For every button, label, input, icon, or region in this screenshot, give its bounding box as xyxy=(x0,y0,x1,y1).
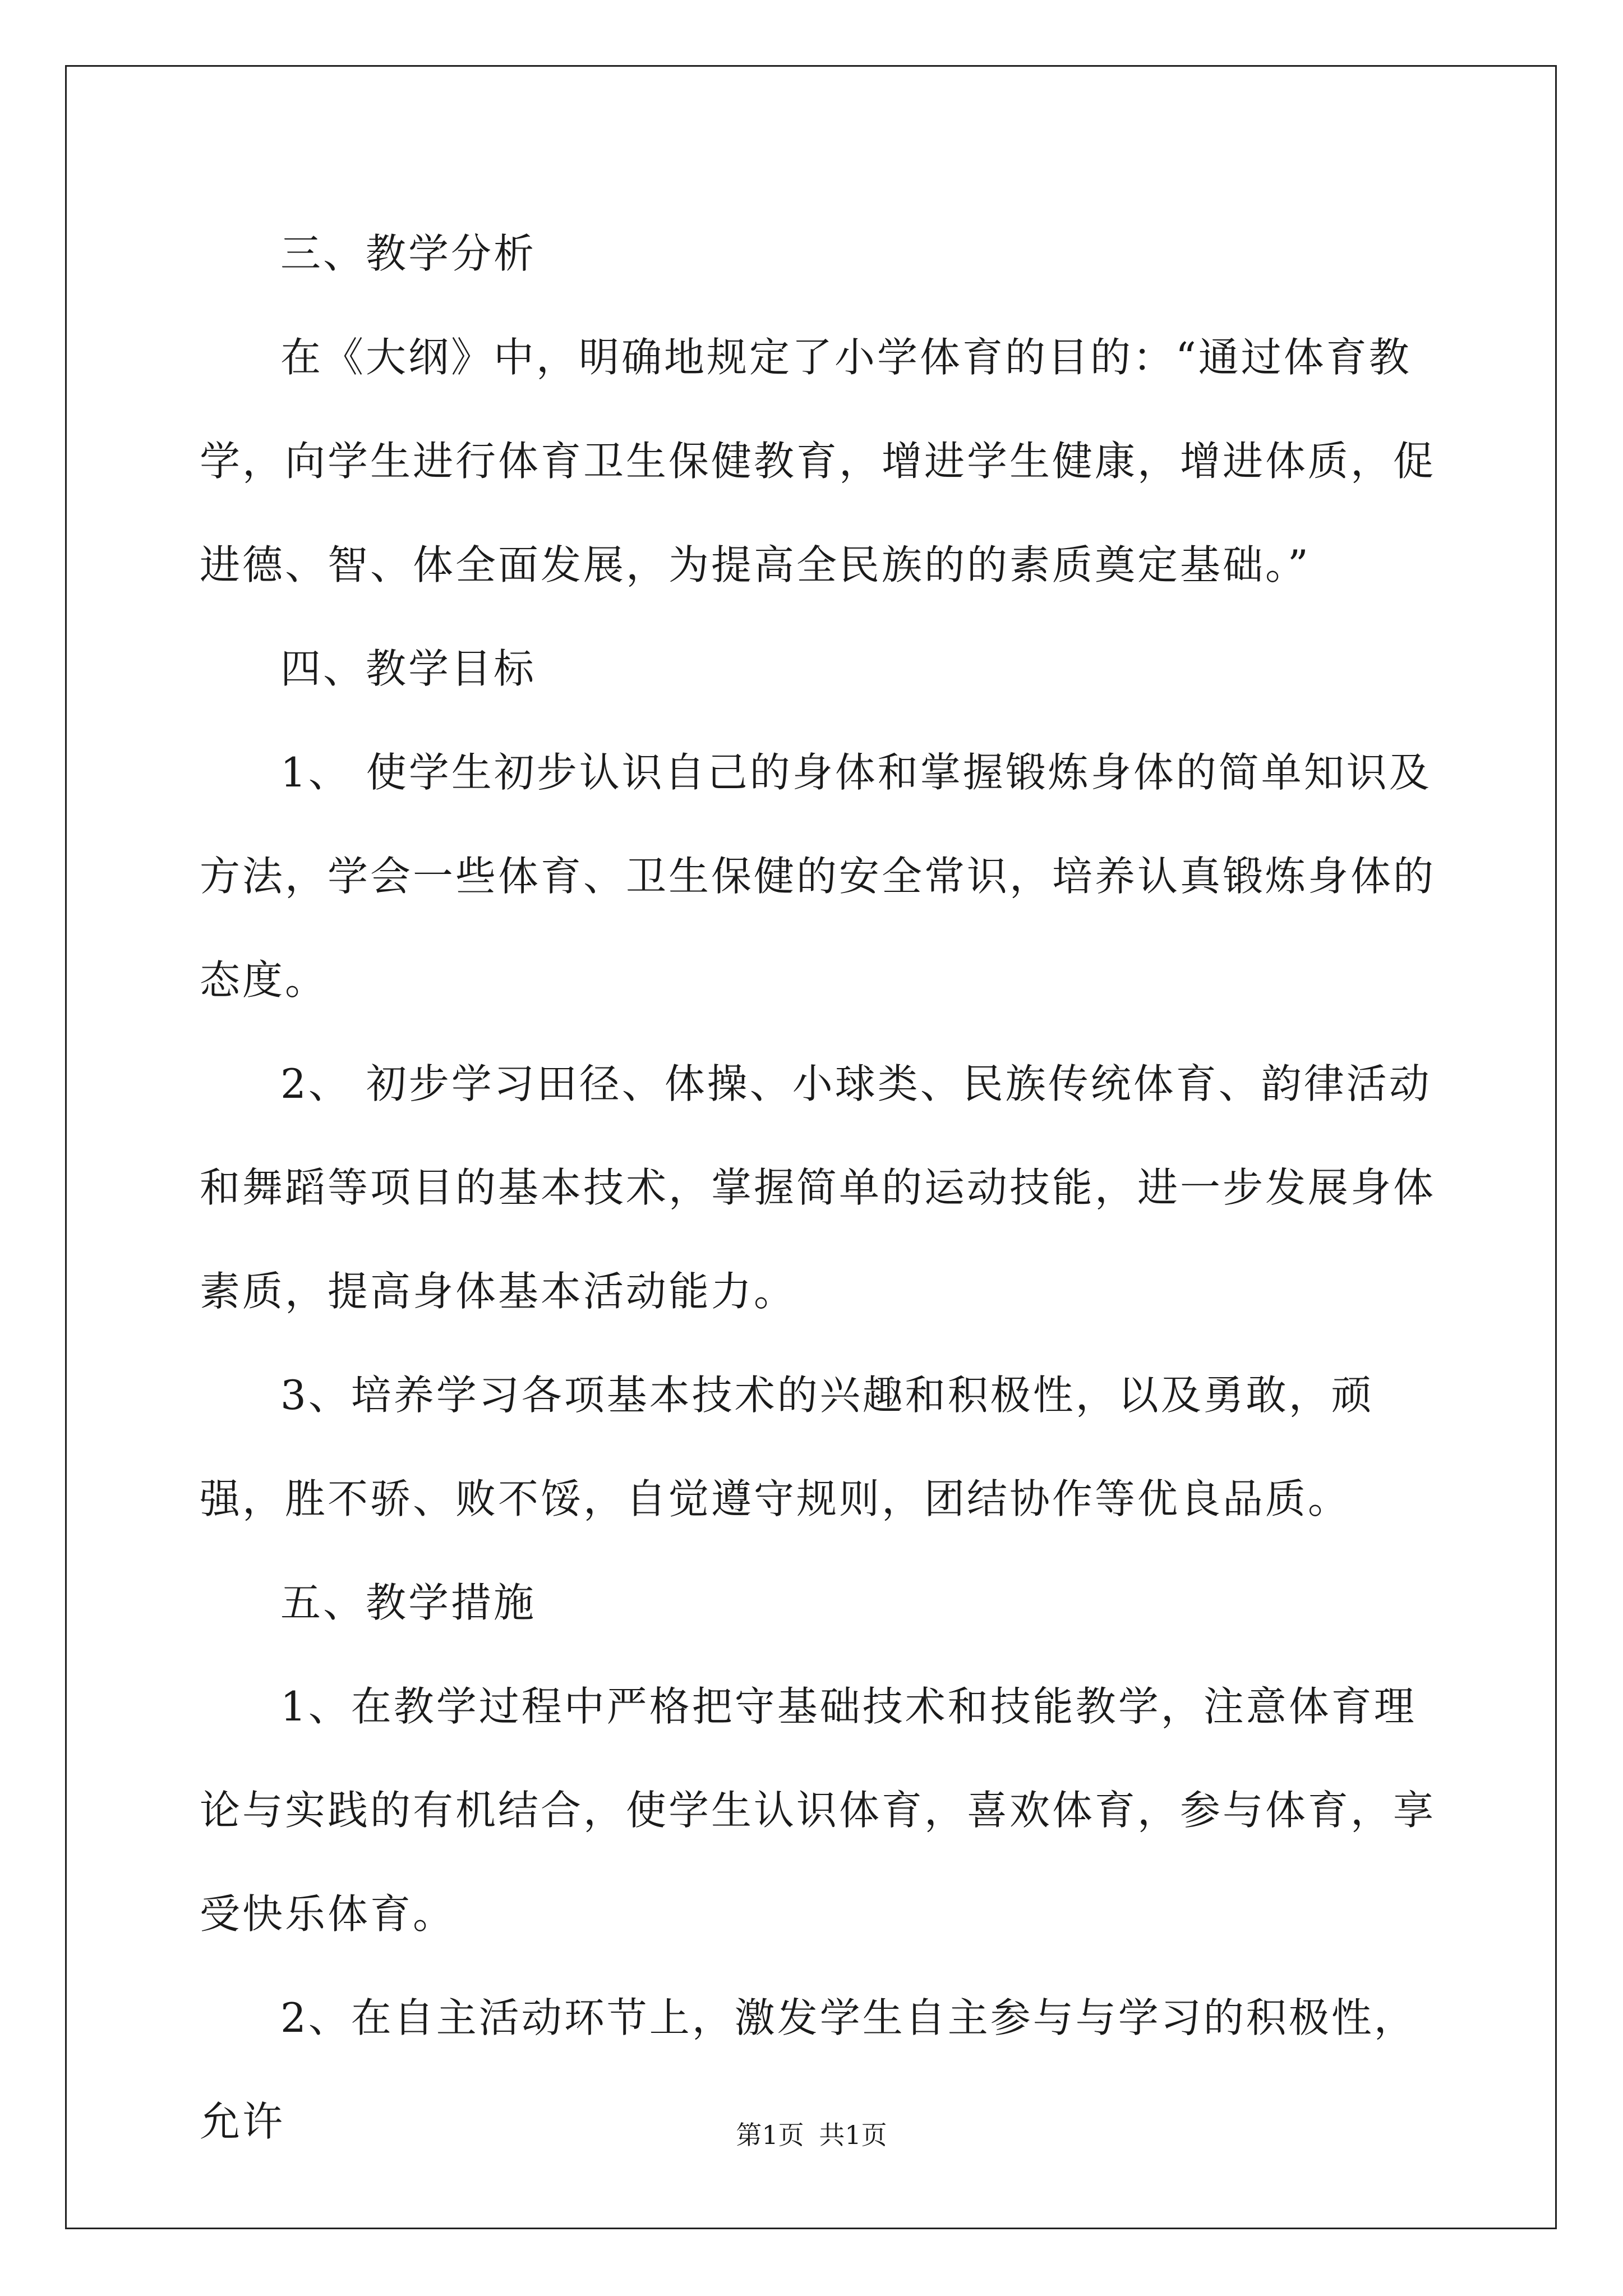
page-total: 共1页 xyxy=(819,2120,887,2150)
goal-item-3: 3、培养学习各项基本技术的兴趣和积极性，以及勇敢，顽强，胜不骄、败不馁，自觉遵守规则，团结协作等优良品质。 xyxy=(200,1372,1374,1522)
document-body xyxy=(200,202,1439,2174)
measure-item-2: 2、在自主活动环节上，激发学生自主参与与学习的积极性，允许 xyxy=(200,1994,1417,2145)
page-number: 第1页 xyxy=(736,2120,804,2150)
section-heading-measures: 五、教学措施 xyxy=(280,1579,537,1626)
goal-item-1: 1、 使学生初步认识自己的身体和掌握锻炼身体的简单知识及方法，学会一些体育、卫生保健的安全常识，培养认真锻炼身体的态度。 xyxy=(200,749,1436,1004)
section-heading-goals: 四、教学目标 xyxy=(280,645,537,692)
paragraph-syllabus: 在《大纲》中，明确地规定了小学体育的目的：“通过体育教学，向学生进行体育卫生保健教育，增进学生健康，增进体质，促进德、智、体全面发展，为提高全民族的的素质奠定基础。” xyxy=(200,334,1436,588)
page-footer xyxy=(0,2115,1623,2152)
goal-item-2: 2、 初步学习田径、体操、小球类、民族传统体育、韵律活动和舞蹈等项目的基本技术，掌握简单的运动技能，进一步发展身体素质，提高身体基本活动能力。 xyxy=(200,1060,1436,1315)
section-heading-analysis: 三、教学分析 xyxy=(280,230,537,277)
measure-item-1: 1、在教学过程中严格把守基础技术和技能教学，注意体育理论与实践的有机结合，使学生认识体育，喜欢体育，参与体育，享受快乐体育。 xyxy=(200,1683,1436,1938)
